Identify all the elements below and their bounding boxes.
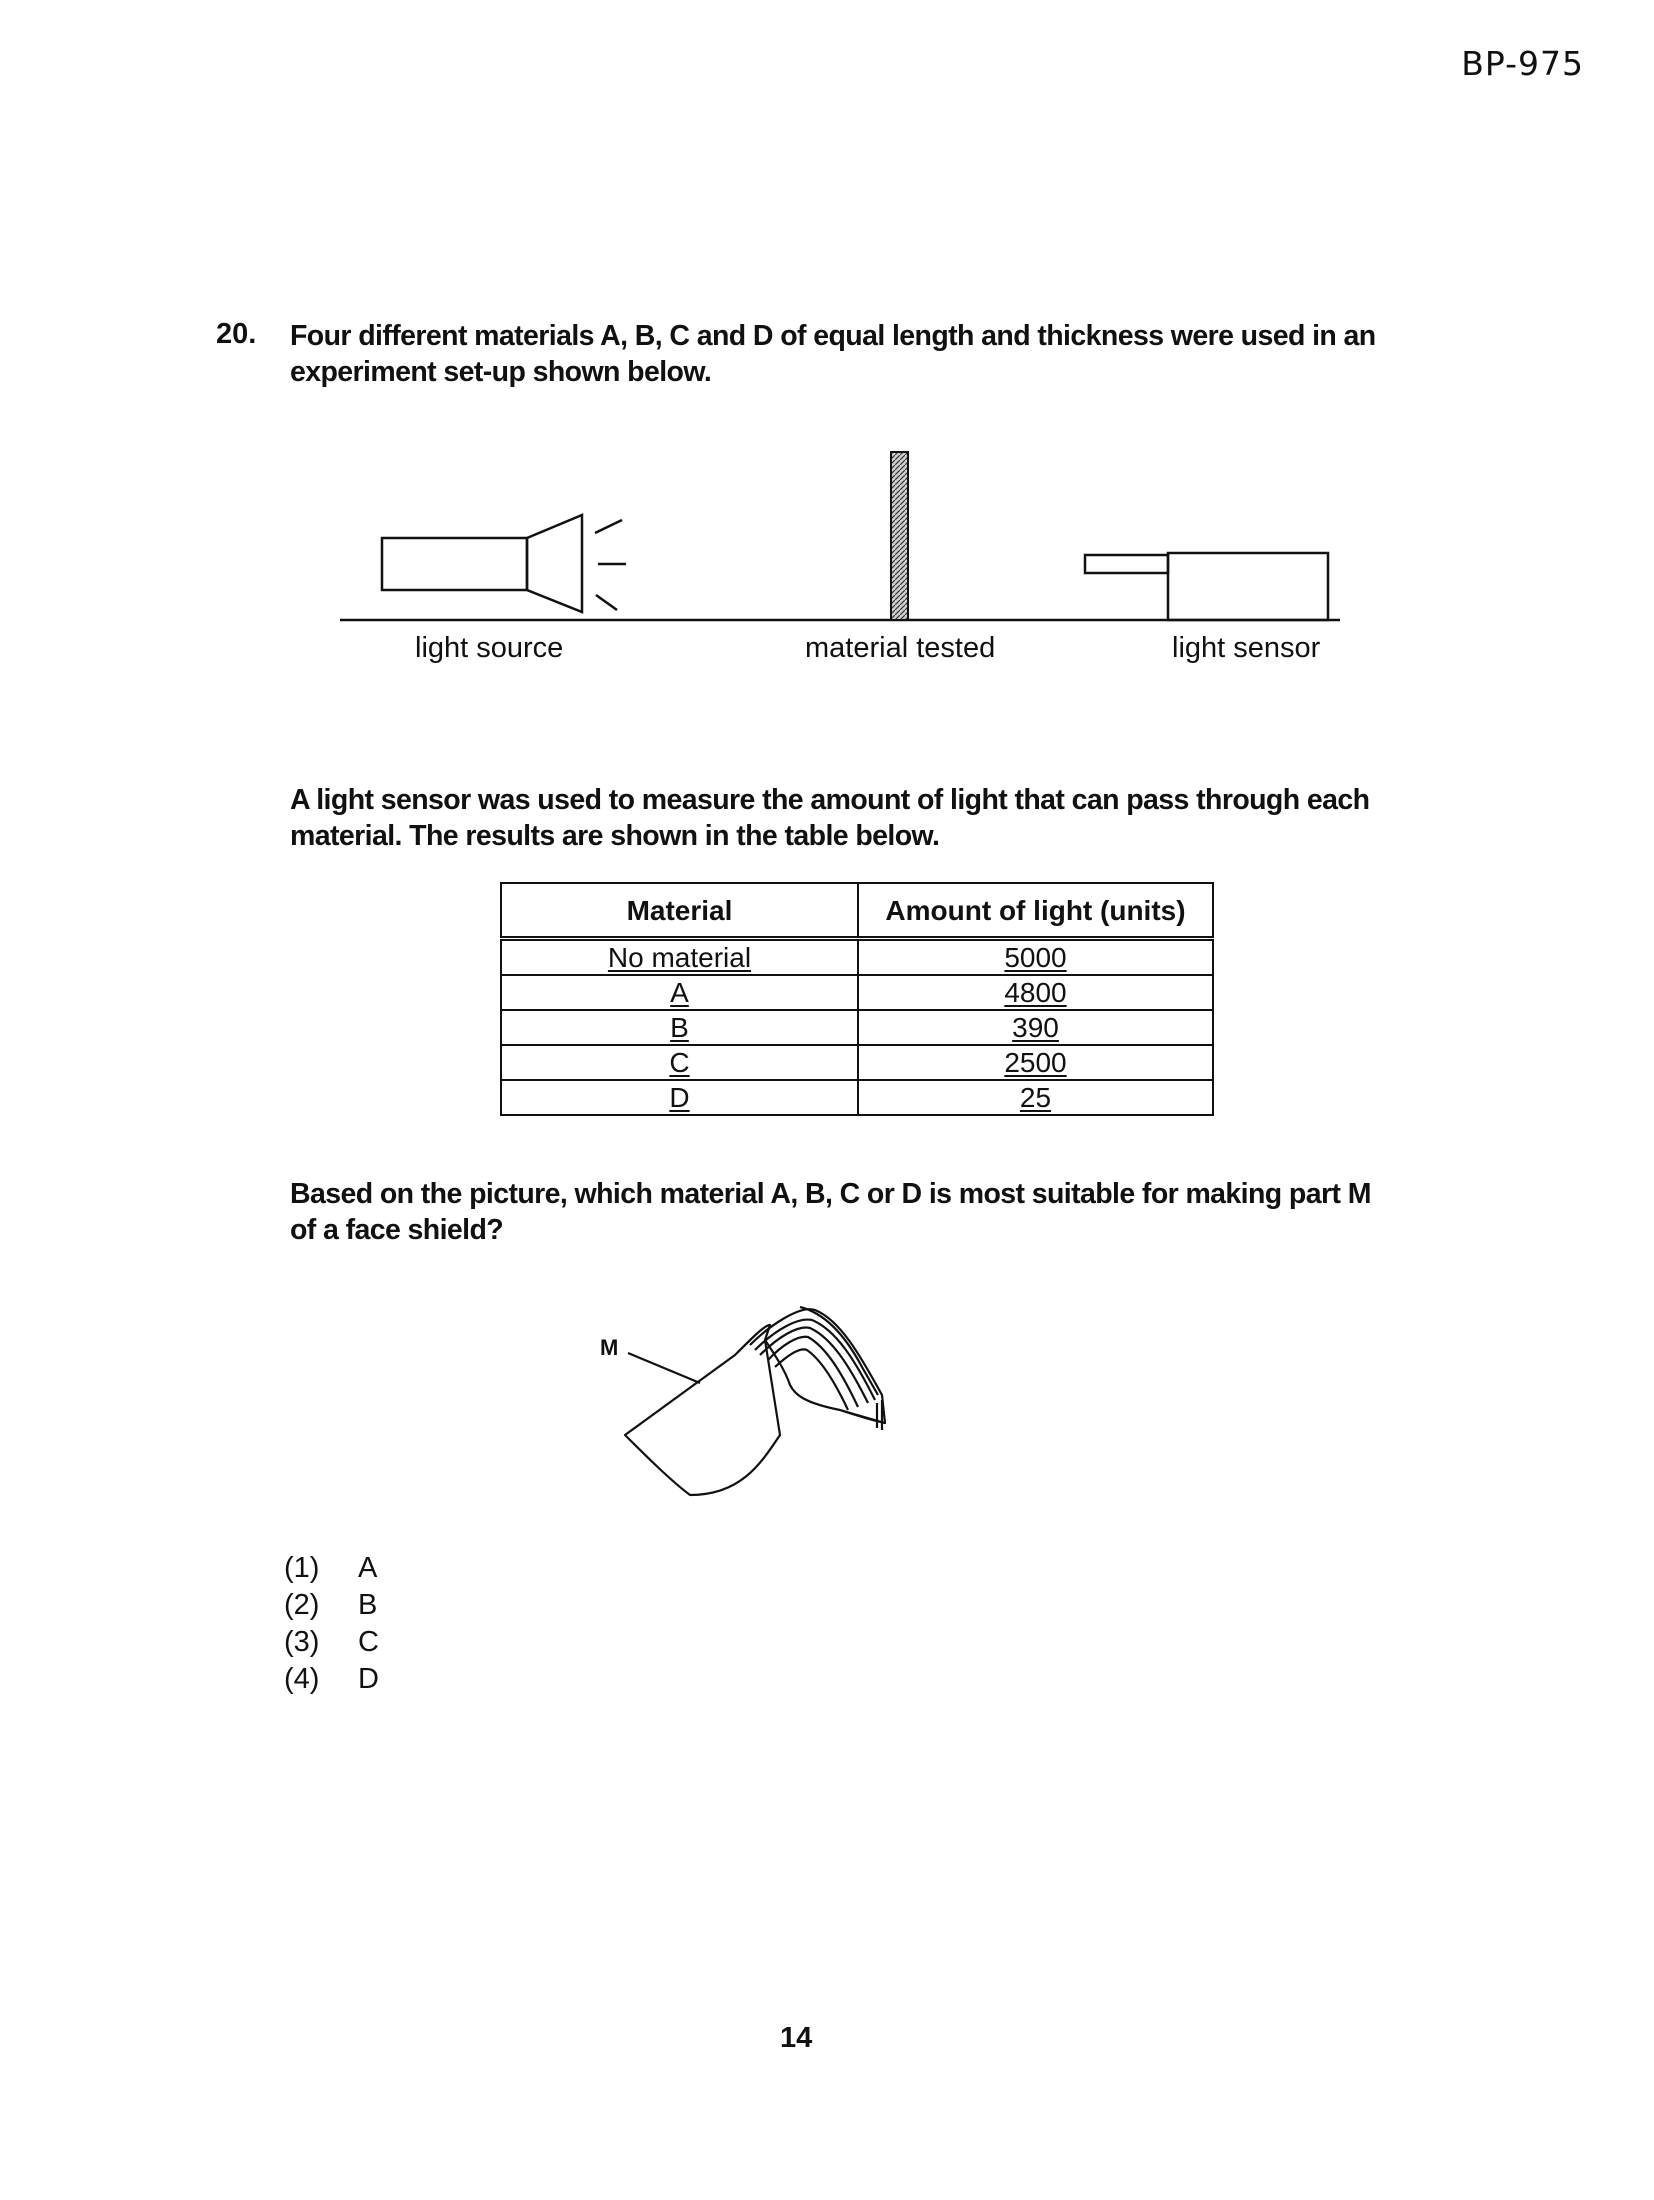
page-number: 14 — [780, 2022, 813, 2054]
cell-material: No material — [501, 939, 858, 976]
option-number: (4) — [284, 1663, 320, 1695]
option-2[interactable] — [284, 1587, 379, 1624]
prompt-line-1: Based on the picture, which material A, B, C or D is most suitable for making part M — [290, 1178, 1371, 1210]
intro-line-2: material. The results are shown in the table below. — [290, 820, 940, 852]
option-number: (1) — [284, 1552, 320, 1584]
header-material: Material — [501, 883, 858, 939]
option-1[interactable] — [284, 1550, 379, 1587]
table-row — [501, 1045, 1213, 1080]
table-row — [501, 1010, 1213, 1045]
face-shield-diagram — [600, 1295, 920, 1515]
cell-material: A — [501, 975, 858, 1010]
question-number: 20. — [216, 318, 257, 350]
option-text: D — [358, 1663, 379, 1695]
question-prompt — [290, 1176, 1450, 1248]
face-shield-icon — [625, 1307, 885, 1495]
option-number: (3) — [284, 1626, 320, 1658]
prompt-line-2: of a face shield? — [290, 1214, 504, 1246]
cell-material: D — [501, 1080, 858, 1115]
cell-material: C — [501, 1045, 858, 1080]
results-intro — [290, 782, 1450, 854]
flashlight-icon — [382, 515, 626, 612]
table-row — [501, 939, 1213, 976]
light-sensor-icon — [1085, 553, 1328, 620]
material-sample — [891, 452, 908, 620]
cell-amount: 5000 — [858, 939, 1213, 976]
table-row — [501, 975, 1213, 1010]
header-amount-of-light: Amount of light (units) — [858, 883, 1213, 939]
cell-amount: 25 — [858, 1080, 1213, 1115]
question-stem — [290, 318, 1450, 390]
label-material-tested: material tested — [805, 632, 996, 664]
cell-amount: 4800 — [858, 975, 1213, 1010]
cell-amount: 390 — [858, 1010, 1213, 1045]
option-4[interactable] — [284, 1661, 379, 1698]
results-table — [500, 882, 1214, 1116]
stem-line-1: Four different materials A, B, C and D of equal length and thickness were used in an — [290, 320, 1376, 352]
table-header-row — [501, 883, 1213, 939]
option-text: A — [358, 1552, 378, 1584]
shield-pointer-line — [628, 1353, 700, 1383]
cell-material: B — [501, 1010, 858, 1045]
option-3[interactable] — [284, 1624, 379, 1661]
option-text: C — [358, 1626, 379, 1658]
experiment-setup-diagram — [340, 440, 1340, 640]
table-row — [501, 1080, 1213, 1115]
intro-line-1: A light sensor was used to measure the amount of light that can pass through each — [290, 784, 1370, 816]
option-number: (2) — [284, 1589, 320, 1621]
stem-line-2: experiment set-up shown below. — [290, 356, 712, 388]
option-text: B — [358, 1589, 378, 1621]
cell-amount: 2500 — [858, 1045, 1213, 1080]
answer-options — [284, 1550, 379, 1698]
label-light-sensor: light sensor — [1172, 632, 1321, 664]
document-code: BP-975 — [1461, 44, 1584, 83]
shield-label-m: M — [600, 1335, 619, 1360]
label-light-source: light source — [415, 632, 564, 664]
